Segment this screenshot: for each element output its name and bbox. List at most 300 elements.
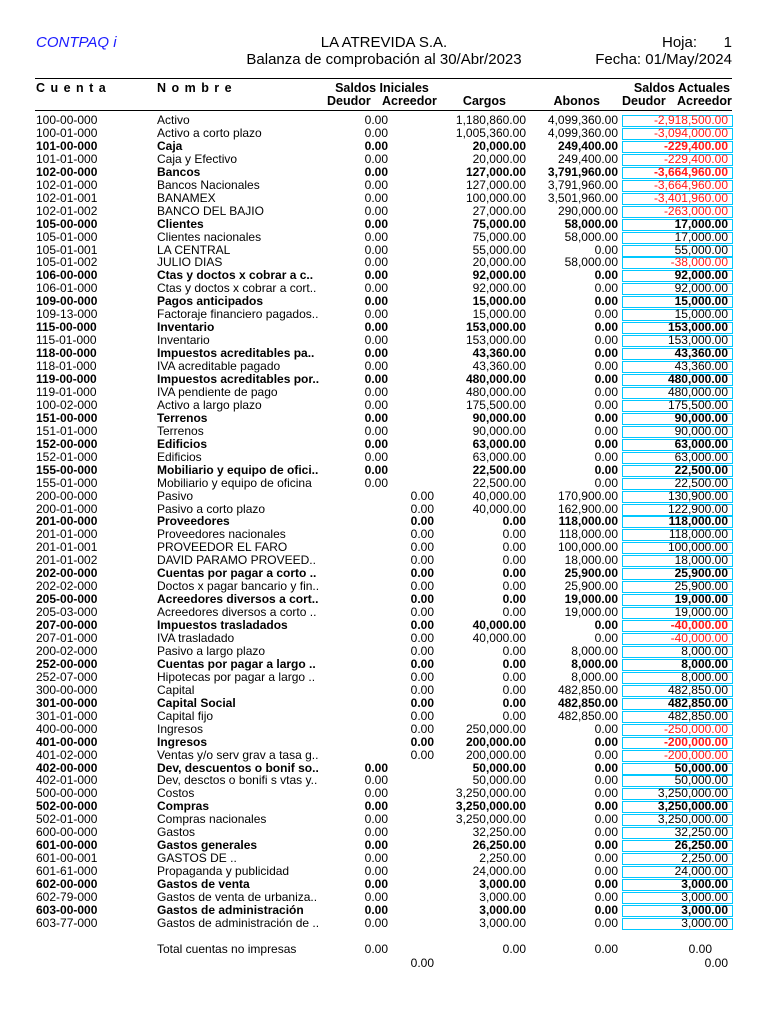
abonos-value: 0.00 bbox=[594, 281, 618, 296]
initial-balance: 0.00 bbox=[410, 631, 434, 645]
account-code: 155-01-000 bbox=[36, 475, 98, 490]
account-name: Edificios bbox=[157, 449, 202, 464]
abonos-value: 0.00 bbox=[594, 268, 618, 283]
table-row bbox=[0, 438, 768, 451]
initial-balance: 0.00 bbox=[364, 475, 388, 490]
current-balance: 3,250,000.00 bbox=[657, 786, 728, 801]
cargos-value: 100,000.00 bbox=[465, 190, 526, 205]
table-row bbox=[0, 166, 768, 179]
initial-balance: 0.00 bbox=[410, 643, 434, 658]
abonos-value: 0.00 bbox=[594, 864, 618, 879]
table-row bbox=[0, 399, 768, 412]
table-row bbox=[0, 528, 768, 541]
initial-balance: 0.00 bbox=[364, 307, 388, 322]
abonos-value: 482,850.00 bbox=[557, 682, 618, 697]
account-code: 105-01-001 bbox=[36, 242, 98, 257]
table-row bbox=[0, 736, 768, 749]
initial-balance: 0.00 bbox=[364, 760, 388, 775]
account-name: DAVID PARAMO PROVEED.. bbox=[157, 553, 316, 568]
initial-balance: 0.00 bbox=[410, 605, 434, 620]
account-name: Activo a corto plazo bbox=[157, 125, 262, 140]
account-name: Propaganda y publicidad bbox=[157, 864, 290, 879]
abonos-value: 19,000.00 bbox=[564, 605, 618, 620]
account-name: Gastos de administración bbox=[157, 902, 304, 917]
initial-balance: 0.00 bbox=[364, 138, 388, 153]
account-code: 301-00-000 bbox=[36, 695, 98, 710]
cargos-value: 127,000.00 bbox=[465, 177, 526, 192]
current-balance: -3,664,960.00 bbox=[653, 164, 728, 179]
account-name: Gastos bbox=[157, 825, 196, 840]
initial-balance: 0.00 bbox=[364, 812, 388, 827]
initial-balance: 0.00 bbox=[364, 877, 388, 892]
cargos-value: 0.00 bbox=[502, 708, 526, 723]
cargos-value: 0.00 bbox=[502, 527, 526, 542]
account-code: 207-00-000 bbox=[36, 618, 98, 633]
table-row bbox=[0, 503, 768, 516]
initial-balance: 0.00 bbox=[410, 721, 434, 736]
account-name: Proveedores nacionales bbox=[157, 527, 286, 542]
current-balance: -263,000.00 bbox=[663, 203, 728, 218]
initial-balance: 0.00 bbox=[364, 216, 388, 231]
table-row bbox=[0, 140, 768, 153]
abonos-value: 19,000.00 bbox=[564, 592, 618, 607]
account-name: Clientes bbox=[157, 216, 204, 231]
initial-balance: 0.00 bbox=[364, 359, 388, 374]
abonos-value: 0.00 bbox=[594, 825, 618, 840]
account-code: 600-00-000 bbox=[36, 825, 98, 840]
initial-balance: 0.00 bbox=[410, 501, 434, 516]
abonos-value: 118,000.00 bbox=[558, 514, 618, 529]
current-balance: 43,360.00 bbox=[674, 346, 728, 361]
current-balance: 90,000.00 bbox=[674, 410, 728, 425]
cargos-value: 40,000.00 bbox=[472, 618, 526, 633]
current-balance: -3,094,000.00 bbox=[653, 125, 728, 140]
table-row bbox=[0, 477, 768, 490]
current-balance: 480,000.00 bbox=[667, 372, 728, 386]
col-cargos: Cargos bbox=[462, 94, 506, 108]
abonos-value: 162,900.00 bbox=[557, 501, 618, 516]
current-balance: 25,900.00 bbox=[674, 579, 728, 594]
cargos-value: 50,000.00 bbox=[472, 760, 526, 775]
cargos-value: 0.00 bbox=[502, 656, 526, 671]
col-ini-acreedor: Acreedor bbox=[382, 94, 437, 108]
cargos-value: 127,000.00 bbox=[465, 164, 526, 179]
page-number: 1 bbox=[723, 34, 732, 51]
abonos-value: 0.00 bbox=[594, 747, 618, 762]
current-balance: 50,000.00 bbox=[674, 760, 728, 775]
table-row bbox=[0, 723, 768, 736]
cargos-value: 63,000.00 bbox=[472, 449, 526, 464]
account-name: Capital fijo bbox=[157, 708, 214, 723]
abonos-value: 100,000.00 bbox=[557, 540, 618, 555]
initial-balance: 0.00 bbox=[410, 488, 434, 503]
page-label: Hoja: bbox=[662, 34, 698, 51]
cargos-value: 40,000.00 bbox=[472, 631, 526, 645]
cargos-value: 0.00 bbox=[502, 605, 526, 620]
cargos-value: 22,500.00 bbox=[472, 475, 526, 490]
table-row bbox=[0, 606, 768, 619]
cargos-value: 0.00 bbox=[502, 514, 526, 529]
cargos-value: 480,000.00 bbox=[465, 372, 526, 386]
totals-label: Total cuentas no impresas bbox=[157, 942, 297, 956]
current-balance: 22,500.00 bbox=[674, 462, 728, 477]
account-name: BANCO DEL BAJIO bbox=[157, 203, 264, 218]
current-balance: 63,000.00 bbox=[674, 436, 728, 451]
initial-balance: 0.00 bbox=[410, 669, 434, 684]
table-row bbox=[0, 671, 768, 684]
table-row bbox=[0, 218, 768, 231]
initial-balance: 0.00 bbox=[364, 423, 388, 438]
initial-balance: 0.00 bbox=[410, 527, 434, 542]
current-balance: 8,000.00 bbox=[681, 643, 728, 658]
cargos-value: 480,000.00 bbox=[465, 384, 526, 399]
current-balance: -38,000.00 bbox=[670, 255, 728, 270]
account-name: Gastos de venta bbox=[157, 877, 250, 892]
current-balance: -250,000.00 bbox=[663, 721, 728, 736]
abonos-value: 0.00 bbox=[594, 773, 618, 788]
account-name: Terrenos bbox=[157, 423, 204, 438]
initial-balance: 0.00 bbox=[364, 915, 388, 930]
table-row bbox=[0, 567, 768, 580]
abonos-value: 25,900.00 bbox=[564, 579, 618, 594]
table-row bbox=[0, 127, 768, 140]
abonos-value: 0.00 bbox=[594, 242, 618, 257]
abonos-value: 249,400.00 bbox=[557, 138, 618, 153]
account-name: IVA pendiente de pago bbox=[157, 384, 278, 399]
abonos-value: 0.00 bbox=[594, 902, 618, 917]
cargos-value: 1,180,860.00 bbox=[455, 113, 526, 127]
initial-balance: 0.00 bbox=[364, 436, 388, 451]
abonos-value: 482,850.00 bbox=[557, 708, 618, 723]
cargos-value: 20,000.00 bbox=[472, 255, 526, 270]
initial-balance: 0.00 bbox=[364, 449, 388, 464]
abonos-value: 3,791,960.00 bbox=[547, 177, 618, 192]
abonos-value: 0.00 bbox=[594, 721, 618, 736]
abonos-value: 0.00 bbox=[594, 320, 618, 335]
col-act-acreedor: Acreedor bbox=[677, 94, 732, 108]
initial-balance: 0.00 bbox=[410, 734, 434, 749]
account-code: 105-01-002 bbox=[36, 255, 98, 270]
account-code: 102-01-002 bbox=[36, 203, 98, 218]
initial-balance: 0.00 bbox=[364, 151, 388, 166]
account-code: 601-00-000 bbox=[36, 838, 98, 853]
table-row bbox=[0, 658, 768, 671]
totals-act-deudor: 0.00 bbox=[688, 942, 712, 956]
initial-balance: 0.00 bbox=[410, 695, 434, 710]
col-saldos-iniciales: Saldos Iniciales bbox=[335, 81, 429, 95]
account-name: Caja y Efectivo bbox=[157, 151, 238, 166]
account-name: GASTOS DE .. bbox=[157, 851, 237, 866]
cargos-value: 3,250,000.00 bbox=[455, 799, 526, 814]
account-name: Ingresos bbox=[157, 734, 208, 749]
cargos-value: 3,000.00 bbox=[479, 877, 526, 892]
cargos-value: 27,000.00 bbox=[472, 203, 526, 218]
account-code: 201-01-000 bbox=[36, 527, 98, 542]
initial-balance: 0.00 bbox=[364, 397, 388, 412]
account-name: Dev, desctos o bonifi s vtas y.. bbox=[157, 773, 318, 788]
cargos-value: 40,000.00 bbox=[472, 501, 526, 516]
cargos-value: 75,000.00 bbox=[472, 229, 526, 244]
current-balance: 92,000.00 bbox=[674, 268, 728, 283]
current-balance: -229,400.00 bbox=[663, 151, 728, 166]
account-code: 252-07-000 bbox=[36, 669, 98, 684]
account-name: LA CENTRAL bbox=[157, 242, 231, 257]
cargos-value: 92,000.00 bbox=[472, 268, 526, 283]
abonos-value: 0.00 bbox=[594, 423, 618, 438]
abonos-value: 58,000.00 bbox=[564, 255, 618, 270]
current-balance: 118,000.00 bbox=[668, 527, 728, 542]
cargos-value: 153,000.00 bbox=[465, 320, 526, 335]
table-row bbox=[0, 541, 768, 554]
current-balance: 153,000.00 bbox=[667, 333, 728, 348]
current-balance: 122,900.00 bbox=[667, 501, 728, 516]
cargos-value: 43,360.00 bbox=[472, 359, 526, 374]
initial-balance: 0.00 bbox=[410, 618, 434, 633]
cargos-value: 24,000.00 bbox=[472, 864, 526, 879]
current-balance: 480,000.00 bbox=[667, 384, 728, 399]
account-name: Impuestos acreditables por.. bbox=[157, 372, 320, 386]
abonos-value: 0.00 bbox=[594, 734, 618, 749]
cargos-value: 50,000.00 bbox=[472, 773, 526, 788]
account-code: 201-00-000 bbox=[36, 514, 98, 529]
account-code: 201-01-001 bbox=[36, 540, 98, 555]
col-nombre: N o m b r e bbox=[157, 81, 233, 95]
account-code: 151-01-000 bbox=[36, 423, 98, 438]
table-row bbox=[0, 451, 768, 464]
cargos-value: 0.00 bbox=[502, 540, 526, 555]
abonos-value: 8,000.00 bbox=[571, 669, 618, 684]
current-balance: -2,918,500.00 bbox=[653, 113, 728, 127]
abonos-value: 8,000.00 bbox=[571, 656, 618, 671]
table-row bbox=[0, 490, 768, 503]
account-name: Impuestos acreditables pa.. bbox=[157, 346, 315, 361]
initial-balance: 0.00 bbox=[410, 514, 434, 529]
initial-balance: 0.00 bbox=[364, 281, 388, 296]
account-code: 101-00-000 bbox=[36, 138, 98, 153]
initial-balance: 0.00 bbox=[364, 113, 388, 127]
account-name: Impuestos trasladados bbox=[157, 618, 288, 633]
account-code: 115-01-000 bbox=[36, 333, 97, 348]
totals-cargos: 0.00 bbox=[502, 942, 526, 956]
current-balance: 482,850.00 bbox=[667, 682, 728, 697]
current-balance: 26,250.00 bbox=[674, 838, 728, 853]
account-name: Caja bbox=[157, 138, 183, 153]
initial-balance: 0.00 bbox=[410, 747, 434, 762]
account-code: 205-00-000 bbox=[36, 592, 98, 607]
account-name: Compras nacionales bbox=[157, 812, 267, 827]
account-code: 401-02-000 bbox=[36, 747, 98, 762]
account-code: 102-01-001 bbox=[36, 190, 98, 205]
abonos-value: 4,099,360.00 bbox=[547, 113, 618, 127]
initial-balance: 0.00 bbox=[410, 708, 434, 723]
account-code: 100-00-000 bbox=[36, 113, 98, 127]
initial-balance: 0.00 bbox=[364, 372, 388, 386]
account-name: Doctos x pagar bancario y fin.. bbox=[157, 579, 320, 594]
initial-balance: 0.00 bbox=[364, 255, 388, 270]
table-row bbox=[0, 684, 768, 697]
current-balance: 8,000.00 bbox=[681, 669, 728, 684]
initial-balance: 0.00 bbox=[364, 294, 388, 309]
account-name: Ventas y/o serv grav a tasa g.. bbox=[157, 747, 319, 762]
account-name: Ctas y doctos x cobrar a c.. bbox=[157, 268, 314, 283]
current-balance: 50,000.00 bbox=[674, 773, 728, 788]
account-code: 151-00-000 bbox=[36, 410, 98, 425]
account-code: 500-00-000 bbox=[36, 786, 98, 801]
account-code: 109-00-000 bbox=[36, 294, 98, 309]
report-date: Fecha: 01/May/2024 bbox=[595, 51, 732, 68]
current-balance: 19,000.00 bbox=[674, 592, 728, 607]
current-balance: 43,360.00 bbox=[674, 359, 728, 374]
initial-balance: 0.00 bbox=[364, 177, 388, 192]
col-saldos-actuales: Saldos Actuales bbox=[633, 81, 730, 95]
cargos-value: 32,250.00 bbox=[472, 825, 526, 840]
account-code: 109-13-000 bbox=[36, 307, 98, 322]
table-row bbox=[0, 580, 768, 593]
account-name: Gastos de venta de urbaniza.. bbox=[157, 890, 318, 904]
cargos-value: 0.00 bbox=[502, 682, 526, 697]
abonos-value: 0.00 bbox=[594, 851, 618, 866]
initial-balance: 0.00 bbox=[364, 410, 388, 425]
account-name: Ingresos bbox=[157, 721, 204, 736]
cargos-value: 40,000.00 bbox=[472, 488, 526, 503]
abonos-value: 0.00 bbox=[594, 631, 618, 645]
table-row bbox=[0, 464, 768, 477]
abonos-value: 0.00 bbox=[594, 359, 618, 374]
initial-balance: 0.00 bbox=[364, 799, 388, 814]
abonos-value: 58,000.00 bbox=[564, 216, 618, 231]
account-code: 603-77-000 bbox=[36, 915, 98, 930]
account-name: Acreedores diversos a cort.. bbox=[157, 592, 319, 607]
table-row bbox=[0, 192, 768, 205]
initial-balance: 0.00 bbox=[364, 346, 388, 361]
abonos-value: 58,000.00 bbox=[564, 229, 618, 244]
current-balance: 19,000.00 bbox=[674, 605, 728, 620]
account-code: 118-01-000 bbox=[36, 359, 97, 374]
account-name: Inventario bbox=[157, 320, 215, 335]
cargos-value: 200,000.00 bbox=[465, 747, 526, 762]
current-balance: -200,000.00 bbox=[663, 734, 728, 749]
initial-balance: 0.00 bbox=[364, 384, 388, 399]
cargos-value: 175,500.00 bbox=[465, 397, 526, 412]
account-name: Cuentas por pagar a corto .. bbox=[157, 566, 317, 581]
account-name: Capital Social bbox=[157, 695, 236, 710]
account-name: Cuentas por pagar a largo .. bbox=[157, 656, 316, 671]
abonos-value: 170,900.00 bbox=[557, 488, 618, 503]
current-balance: 24,000.00 bbox=[674, 864, 728, 879]
current-balance: -3,401,960.00 bbox=[653, 190, 728, 205]
account-code: 402-01-000 bbox=[36, 773, 98, 788]
current-balance: 3,000.00 bbox=[681, 902, 728, 917]
account-name: Pasivo a largo plazo bbox=[157, 643, 266, 658]
col-ini-deudor: Deudor bbox=[327, 94, 371, 108]
account-code: 105-00-000 bbox=[36, 216, 98, 231]
cargos-value: 75,000.00 bbox=[472, 216, 526, 231]
abonos-value: 0.00 bbox=[594, 618, 618, 633]
current-balance: 17,000.00 bbox=[674, 229, 728, 244]
cargos-value: 26,250.00 bbox=[472, 838, 526, 853]
abonos-value: 0.00 bbox=[594, 384, 618, 399]
account-name: Bancos Nacionales bbox=[157, 177, 260, 192]
account-name: Gastos generales bbox=[157, 838, 258, 853]
current-balance: 3,000.00 bbox=[681, 877, 728, 892]
initial-balance: 0.00 bbox=[364, 890, 388, 904]
abonos-value: 0.00 bbox=[594, 838, 618, 853]
abonos-value: 0.00 bbox=[594, 786, 618, 801]
cargos-value: 20,000.00 bbox=[472, 138, 526, 153]
current-balance: 153,000.00 bbox=[667, 320, 728, 335]
initial-balance: 0.00 bbox=[410, 553, 434, 568]
cargos-value: 20,000.00 bbox=[472, 151, 526, 166]
abonos-value: 0.00 bbox=[594, 915, 618, 930]
table-row bbox=[0, 645, 768, 658]
cargos-value: 90,000.00 bbox=[472, 423, 526, 438]
cargos-value: 0.00 bbox=[502, 579, 526, 594]
account-name: Edificios bbox=[157, 436, 208, 451]
initial-balance: 0.00 bbox=[410, 682, 434, 697]
account-code: 152-00-000 bbox=[36, 436, 98, 451]
account-code: 106-00-000 bbox=[36, 268, 98, 283]
account-name: Activo bbox=[157, 113, 190, 127]
cargos-value: 200,000.00 bbox=[465, 734, 526, 749]
account-name: Activo a largo plazo bbox=[157, 397, 262, 412]
account-name: Gastos de administración de .. bbox=[157, 915, 320, 930]
current-balance: 15,000.00 bbox=[674, 307, 728, 322]
account-code: 207-01-000 bbox=[36, 631, 98, 645]
cargos-value: 3,250,000.00 bbox=[455, 786, 526, 801]
table-row bbox=[0, 917, 768, 930]
account-code: 119-00-000 bbox=[36, 372, 97, 386]
account-code: 200-01-000 bbox=[36, 501, 98, 516]
current-balance: 3,000.00 bbox=[681, 890, 728, 904]
account-name: Compras bbox=[157, 799, 210, 814]
table-row bbox=[0, 619, 768, 632]
current-balance: -40,000.00 bbox=[670, 618, 728, 633]
initial-balance: 0.00 bbox=[364, 838, 388, 853]
current-balance: -229,400.00 bbox=[663, 138, 728, 153]
header-rule-top bbox=[35, 78, 732, 79]
account-name: Proveedores bbox=[157, 514, 230, 529]
abonos-value: 8,000.00 bbox=[571, 643, 618, 658]
col-abonos: Abonos bbox=[553, 94, 600, 108]
table-row bbox=[0, 632, 768, 645]
current-balance: 17,000.00 bbox=[674, 216, 728, 231]
account-name: Terrenos bbox=[157, 410, 208, 425]
account-code: 603-00-000 bbox=[36, 902, 98, 917]
cargos-value: 92,000.00 bbox=[472, 281, 526, 296]
cargos-value: 3,000.00 bbox=[479, 902, 526, 917]
account-name: Mobiliario y equipo de ofici.. bbox=[157, 462, 319, 477]
account-code: 602-00-000 bbox=[36, 877, 98, 892]
account-code: 401-00-000 bbox=[36, 734, 98, 749]
account-code: 502-01-000 bbox=[36, 812, 98, 827]
current-balance: 90,000.00 bbox=[674, 423, 728, 438]
cargos-value: 55,000.00 bbox=[472, 242, 526, 257]
account-code: 102-01-000 bbox=[36, 177, 98, 192]
current-balance: 92,000.00 bbox=[674, 281, 728, 296]
account-name: Pasivo bbox=[157, 488, 194, 503]
initial-balance: 0.00 bbox=[364, 164, 388, 179]
abonos-value: 118,000.00 bbox=[558, 527, 618, 542]
account-name: Mobiliario y equipo de oficina bbox=[157, 475, 312, 490]
account-code: 100-01-000 bbox=[36, 125, 98, 140]
account-code: 300-00-000 bbox=[36, 682, 98, 697]
account-code: 205-03-000 bbox=[36, 605, 98, 620]
initial-balance: 0.00 bbox=[410, 540, 434, 555]
abonos-value: 3,791,960.00 bbox=[547, 164, 618, 179]
account-code: 502-00-000 bbox=[36, 799, 98, 814]
table-row bbox=[0, 179, 768, 192]
cargos-value: 3,000.00 bbox=[479, 890, 526, 904]
